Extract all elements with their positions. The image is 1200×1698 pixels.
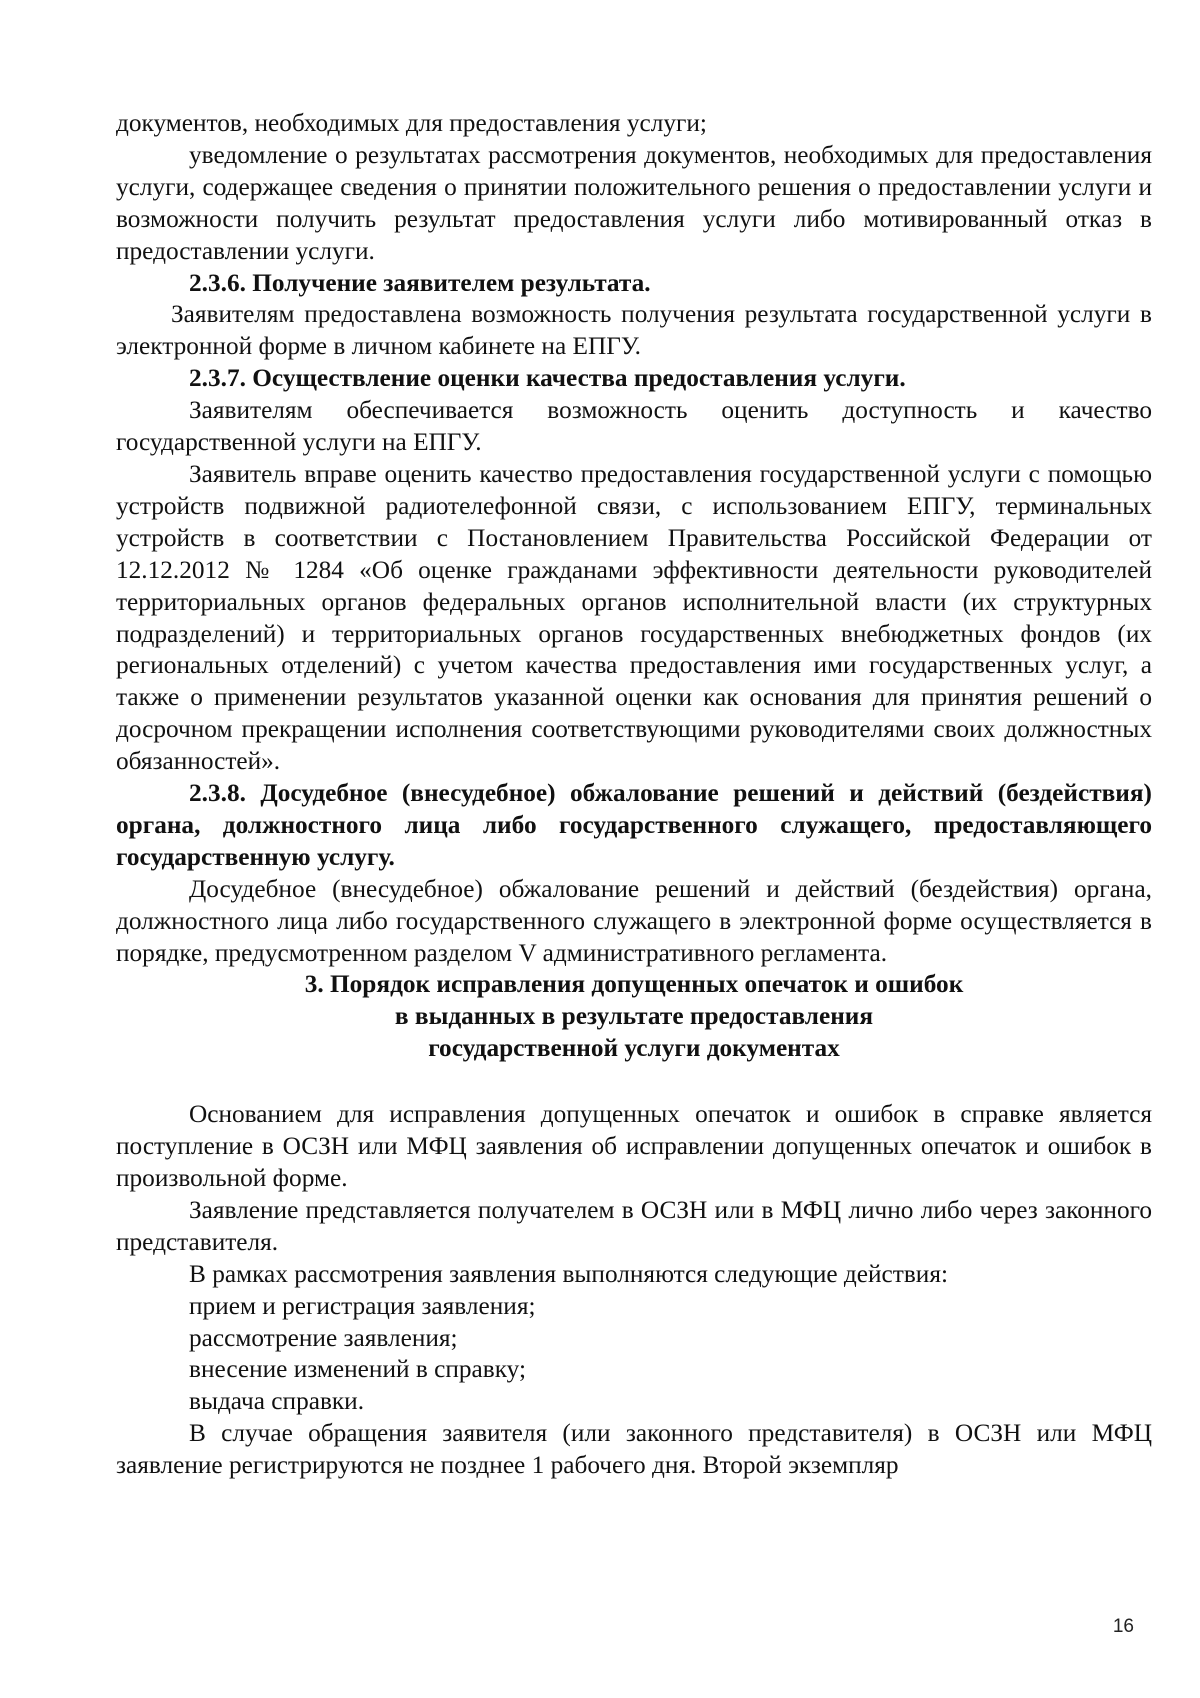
section-heading-2-3-7: 2.3.7. Осуществление оценки качества предоставления услуги.: [189, 364, 906, 393]
list-item: прием и регистрация заявления;: [189, 1291, 536, 1320]
section-spacer: [116, 1065, 1152, 1099]
list-item: рассмотрение заявления;: [189, 1323, 458, 1352]
section-heading-2-3-6: 2.3.6. Получение заявителем результата.: [189, 268, 651, 297]
page-number: 16: [1112, 1616, 1134, 1637]
paragraph-3-a: Основанием для исправления допущенных опечаток и ошибок в справке является поступление в ОСЗН или МФЦ заявления об исправлении допущенных опечаток и ошибок в произвольной форме.: [116, 1100, 1152, 1192]
section-heading-3-line1: 3. Порядок исправления допущенных опечаток и ошибок: [304, 970, 964, 999]
list-item: внесение изменений в справку;: [189, 1355, 526, 1384]
list-item: выдача справки.: [189, 1387, 365, 1416]
document-page: [116, 108, 1152, 1482]
paragraph-2-3-7-b: Заявитель вправе оценить качество предоставления государственной услуги с помощью устройств подвижной радиотелефонной связи, с использованием ЕПГУ, терминальных устройств в соответствии с Постановлением Правительства Российской Федерации от 12.12.2012 № 1284 «Об оценке гражданами эффективности деятельности руководителей территориальных органов федеральных органов исполнительной власти (их структурных подразделений) и территориальных органов государственных внебюджетных фондов (их региональных отделений) с учетом качества предоставления ими государственных услуг, а также о применении результатов указанной оценки как основания для принятия решений о досрочном прекращении исполнения соответствующими руководителями своих должностных обязанностей».: [116, 459, 1152, 776]
paragraph-3-d: В случае обращения заявителя (или законного представителя) в ОСЗН или МФЦ заявление регистрируются не позднее 1 рабочего дня. Второй экземпляр: [116, 1419, 1152, 1480]
section-heading-3-line3: государственной услуги документах: [428, 1034, 840, 1063]
paragraph-notification: уведомление о результатах рассмотрения документов, необходимых для предоставления услуги, содержащее сведения о принятии положительного решения о предоставлении услуги и возможности получить результат предоставления услуги либо мотивированный отказ в предоставлении услуги.: [116, 140, 1152, 265]
paragraph-2-3-6: Заявителям предоставлена возможность получения результата государственной услуги в электронной форме в личном кабинете на ЕПГУ.: [116, 300, 1152, 361]
section-heading-3-line2: в выданных в результате предоставления: [394, 1002, 874, 1031]
paragraph-2-3-8: Досудебное (внесудебное) обжалование решений и действий (бездействия) органа, должностного лица либо государственного служащего в электронной форме осуществляется в порядке, предусмотренном разделом V административного регламента.: [116, 874, 1152, 967]
paragraph-2-3-7-a: Заявителям обеспечивается возможность оценить доступность и качество государственной услуги на ЕПГУ.: [116, 396, 1152, 457]
paragraph-3-c: В рамках рассмотрения заявления выполняются следующие действия:: [189, 1259, 948, 1288]
paragraph-continuation: документов, необходимых для предоставления услуги;: [116, 109, 707, 137]
paragraph-3-b: Заявление представляется получателем в ОСЗН или в МФЦ лично либо через законного представителя.: [116, 1195, 1152, 1256]
section-heading-2-3-8: 2.3.8. Досудебное (внесудебное) обжалование решений и действий (бездействия) органа, должностного лица либо государственного служащего, предоставляющего государственную услугу.: [116, 779, 1152, 871]
